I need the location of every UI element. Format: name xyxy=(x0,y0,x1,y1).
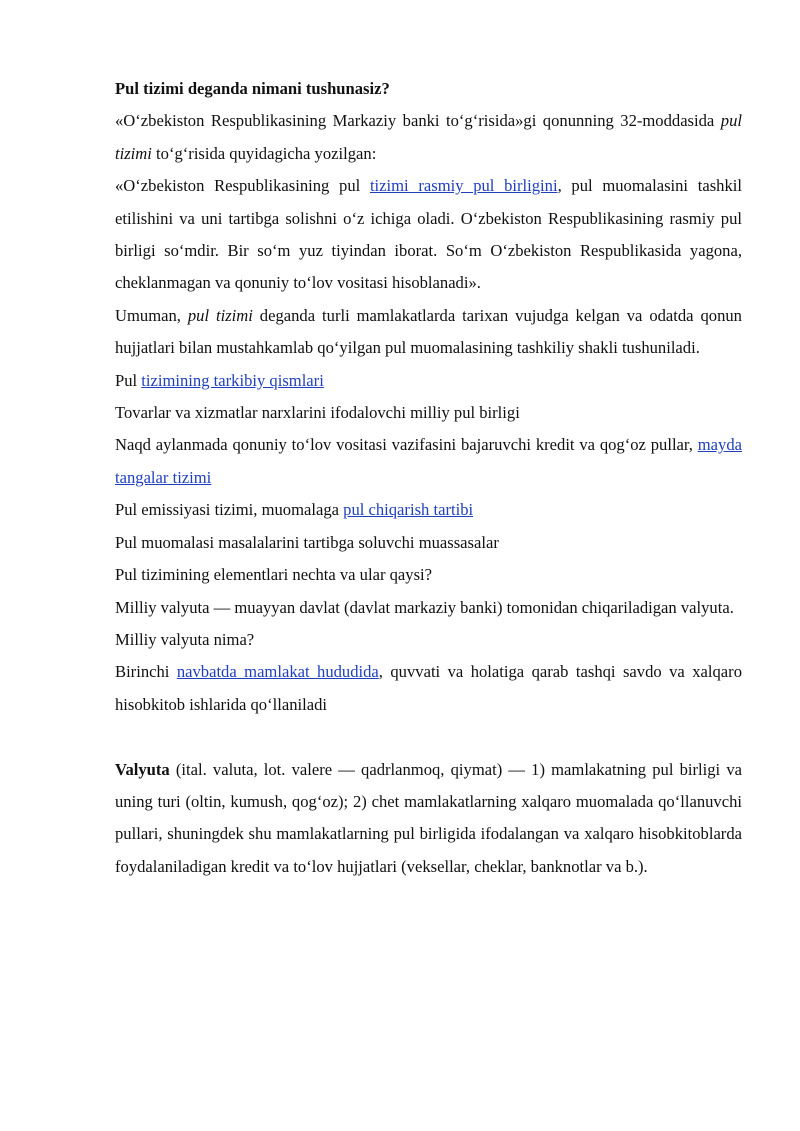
paragraph-question-national-currency: Milliy valyuta nima? xyxy=(115,629,255,649)
paragraph-question-elements: Pul tizimining elementlari nechta va ular qaysi? xyxy=(115,565,433,585)
link-coins-system[interactable]: mayda tangalar tizimi xyxy=(115,435,742,487)
paragraph-law-reference xyxy=(115,105,742,170)
document-page xyxy=(115,73,742,883)
paragraph-usage xyxy=(115,656,742,721)
emphasis-term: pul tizimi xyxy=(187,305,253,325)
paragraph-quote xyxy=(115,170,742,300)
text-run: Umuman, xyxy=(115,305,188,325)
text-run: , quvvati va holatiga qarab tashqi savdo va xalqaro hisobkitob ishlarida qo‘llaniladi xyxy=(115,662,742,714)
paragraph-item-paper-money xyxy=(115,429,742,494)
paragraph-item-currency-unit: Tovarlar va xizmatlar narxlarini ifodalovchi milliy pul birligi xyxy=(115,403,520,423)
link-system-components[interactable]: tizimining tarkibiy qismlari xyxy=(141,370,324,390)
paragraph-item-institutions: Pul muomalasi masalalarini tartibga soluvchi muassasalar xyxy=(115,532,499,552)
paragraph-national-currency: Milliy valyuta — muayyan davlat (davlat markaziy banki) tomonidan chiqariladigan valyuta. xyxy=(115,597,734,617)
paragraph-spacer xyxy=(115,721,742,753)
link-issuance-procedure[interactable]: pul chiqarish tartibi xyxy=(343,500,474,520)
text-run: «O‘zbekiston Respublikasining Markaziy banki to‘g‘risida»gi qonunning 32-moddasida xyxy=(115,111,721,131)
text-run: Pul emissiyasi tizimi, muomalaga xyxy=(115,500,344,520)
paragraph-components xyxy=(115,365,742,397)
paragraph-item-emission xyxy=(115,494,742,526)
text-run: , pul muomalasini tashkil etilishini va uni tartibga solishni o‘z ichiga oladi. O‘zbekiston Respublikasining rasmiy pul birligi so‘mdir. Bir so‘m yuz tiyindan iborat. So‘m O‘zbekiston Respublikasida yagona, cheklanmagan va qonuniy to‘lov vositasi hisoblanadi». xyxy=(115,176,742,293)
text-run: deganda turli mamlakatlarda tarixan vujudga kelgan va odatda qonun hujjatlari bilan mustahkamlab qo‘yilgan pul muomalasining tashkiliy shakli tushuniladi. xyxy=(115,305,742,358)
text-run: to‘g‘risida quyidagicha yozilgan: xyxy=(151,143,377,163)
link-official-currency-unit[interactable]: tizimi rasmiy pul birligini xyxy=(369,176,558,196)
paragraph-valyuta-definition xyxy=(115,754,742,884)
text-run: Birinchi xyxy=(115,662,177,682)
text-run: Pul xyxy=(115,370,142,390)
text-run: (ital. valuta, lot. valere — qadrlanmoq, qiymat) — 1) mamlakatning pul birligi va uning turi (oltin, kumush, qog‘oz); 2) chet mamlakatlarning xalqaro muomalada qo‘llanuvchi pullari, shuningdek shu mamlakatlarning pul birligida ifodalangan va xalqaro hisobkitoblarda foydalaniladigan kredit va to‘lov hujjatlari (veksellar, cheklar, banknotlar va b.). xyxy=(115,759,742,876)
document-heading: Pul tizimi deganda nimani tushunasiz? xyxy=(115,79,390,98)
emphasis-term: pul tizimi xyxy=(115,111,742,163)
text-run: Naqd aylanmada qonuniy to‘lov vositasi vazifasini bajaruvchi kredit va qog‘oz pullar, xyxy=(115,435,698,455)
paragraph-definition xyxy=(115,300,742,365)
link-country-territory[interactable]: navbatda mamlakat hududida xyxy=(176,662,379,682)
text-run: «O‘zbekiston Respublikasining pul xyxy=(115,176,370,196)
bold-term: Valyuta xyxy=(115,759,170,779)
